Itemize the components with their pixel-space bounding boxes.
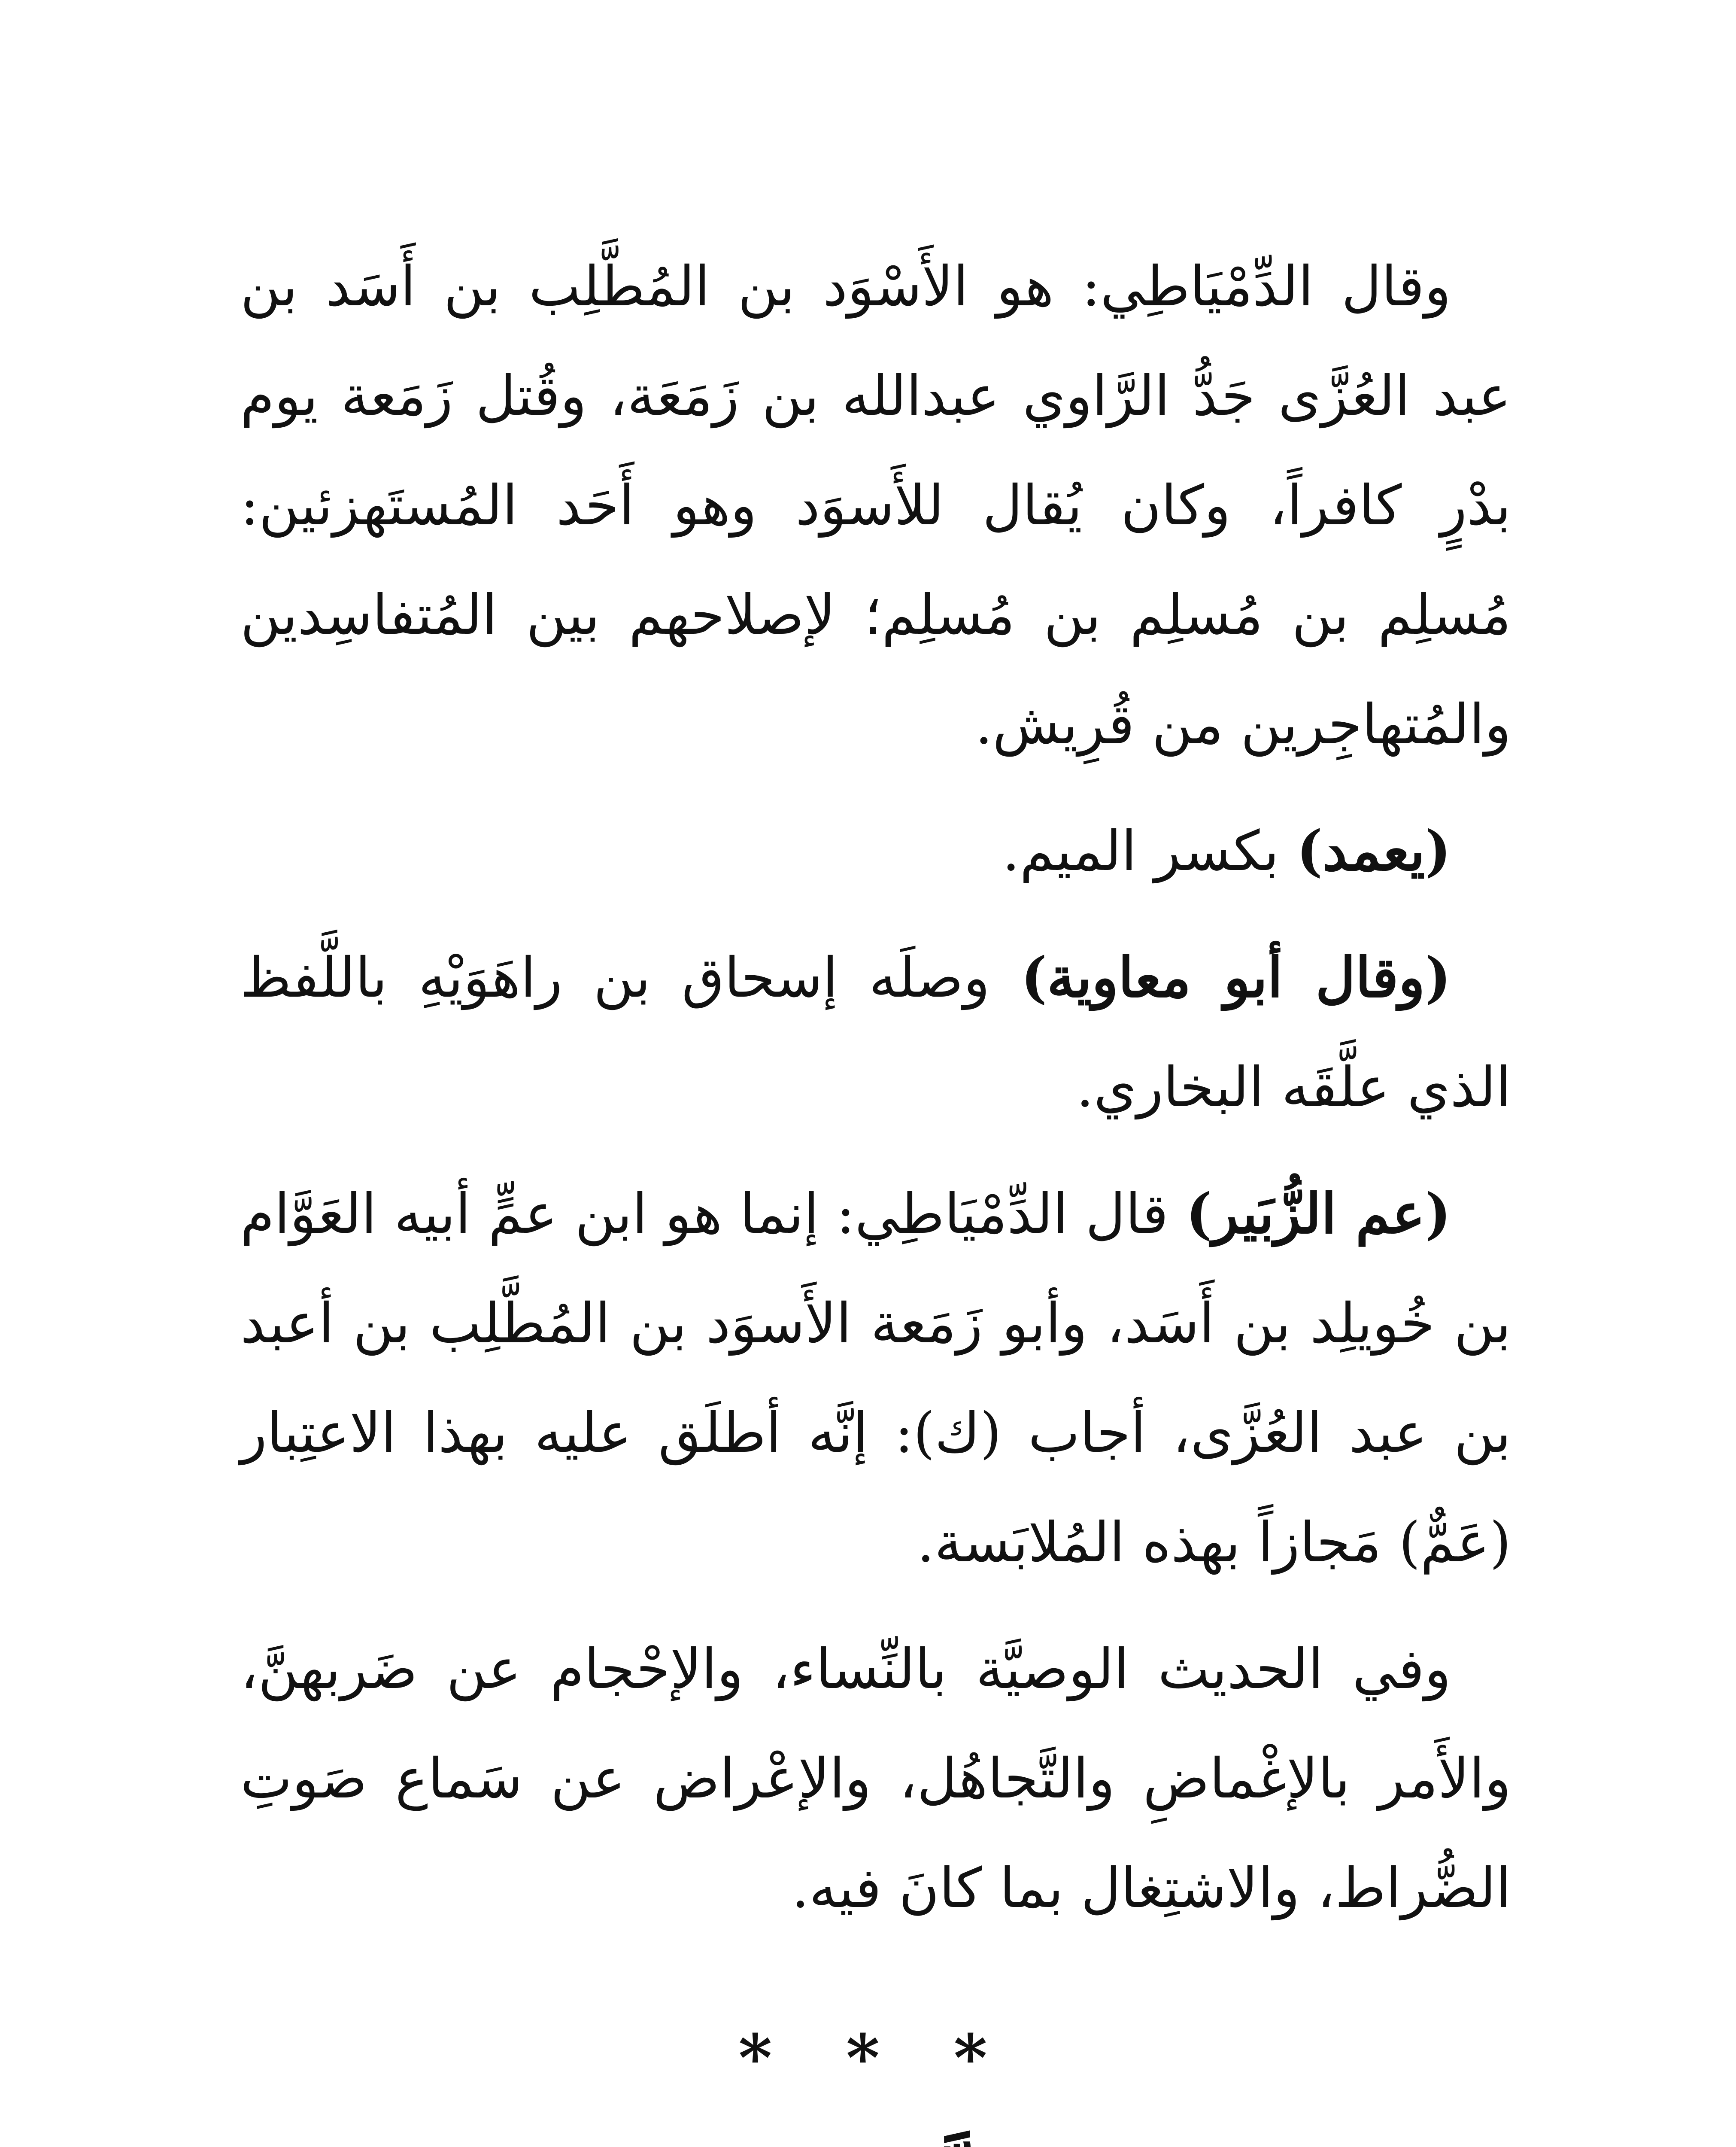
paragraph-lead: (عم الزُّبَير) — [1186, 1182, 1451, 1246]
paragraph-dimyati-1 — [240, 232, 1511, 779]
paragraph-yamid — [240, 797, 1511, 906]
paragraph-lead: (وقال أبو معاوية) — [1021, 946, 1451, 1010]
paragraph-text: وصلَه إسحاق بن راهَوَيْهِ باللَّفظ الذي علَّقَه البخاري. — [240, 946, 1511, 1119]
paragraph-text: قال الدِّمْيَاطِي: إنما هو ابن عمٍّ أبيه العَوَّام بن خُويلِد بن أَسَد، وأبو زَمَعة الأَسوَد بن المُطَّلِب بن أعبد بن عبد العُزَّى، أجاب (ك): إنَّه أطلَق عليه بهذا الاعتِبار (عَمٌّ) مَجازاً بهذه المُلابَسة. — [240, 1182, 1511, 1575]
paragraph-text: وقال الدِّمْيَاطِي: هو الأَسْوَد بن المُطَّلِب بن أَسَد بن عبد العُزَّى جَدُّ الرَّاوي عبدالله بن زَمَعَة، وقُتل زَمَعة يوم بدْرٍ كافراً، وكان يُقال للأَسوَد وهو أَحَد المُستَهزئين: مُسلِم بن مُسلِم بن مُسلِم؛ لإصلاحهم بين المُتفاسِدين والمُتهاجِرين من قُرِيش. — [240, 255, 1511, 757]
paragraph-abu-muawiya — [240, 923, 1511, 1142]
page-body — [240, 232, 1511, 2147]
paragraph-text: بكسر الميم. — [1002, 819, 1297, 883]
paragraph-zubayr — [240, 1159, 1511, 1597]
section-separator: * * * — [738, 2020, 1013, 2096]
paragraph-text: وفي الحديث الوصيَّة بالنِّساء، والإحْجام عن ضَربهنَّ، والأَمر بالإغْماضِ والتَّجاهُل، والإعْراض عن سَماع صَوتِ الضُّراط، والاشتِغال بما كانَ فيه. — [240, 1637, 1511, 1920]
paragraph-hadith-lessons — [240, 1615, 1511, 1943]
paragraph-lead: (يعمد) — [1296, 819, 1451, 883]
